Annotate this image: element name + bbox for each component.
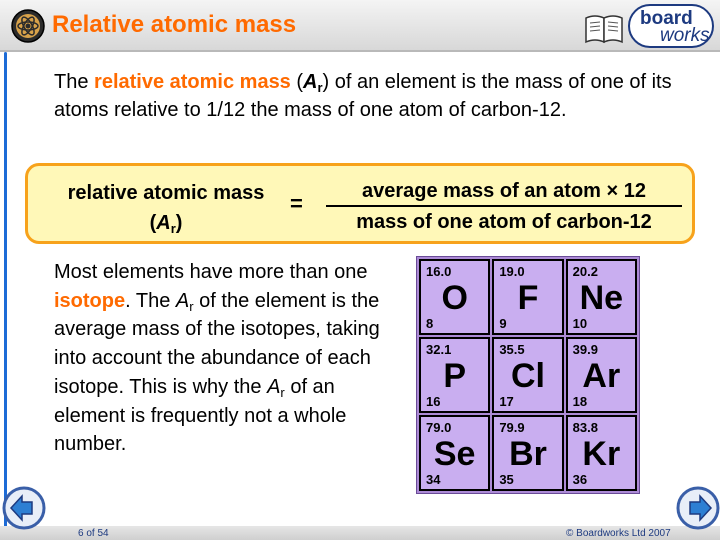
body-text: Most elements have more than one [54,261,368,283]
logo-bottom-text: works [660,25,710,46]
formula-lhs [38,178,294,238]
formula-box [25,163,695,244]
ar-symbol: A [303,71,318,93]
element-number: 10 [572,316,588,331]
formula-denominator: mass of one atom of carbon-12 [356,211,652,233]
element-mass: 39.9 [572,342,598,357]
ar-symbol: A [175,289,190,312]
element-mass: 16.0 [426,264,452,279]
element-symbol: Br [509,435,547,473]
ar-subscript: r [189,298,194,314]
element-mass: 35.5 [499,342,525,357]
element-symbol: Cl [510,357,545,395]
book-icon [584,12,624,44]
element-cell [566,337,637,413]
paren: ( [149,212,157,234]
element-mass: 79.9 [499,420,525,435]
element-cell [419,337,490,413]
intro-paragraph [54,68,704,124]
formula-lhs-text: relative atomic mass [67,182,265,204]
fraction-bar [326,205,682,207]
body-text: . The [125,289,176,312]
left-rule [4,52,7,528]
ar-subscript: r [317,80,323,95]
element-cell [492,259,563,335]
copyright-text: © Boardworks Ltd 2007 [566,528,671,539]
intro-text: The [54,71,95,93]
formula-numerator: average mass of an atom × 12 [361,180,647,202]
element-number: 9 [499,316,507,331]
element-number: 17 [499,394,514,409]
ar-subscript: r [280,384,285,400]
element-cell [419,415,490,491]
term-isotope: isotope [54,289,126,312]
formula-lhs-symbol [38,208,294,238]
body-paragraph [54,258,384,459]
term-relative-atomic-mass: relative atomic mass [94,71,291,93]
element-mass: 19.0 [499,264,525,279]
element-number: 16 [426,394,441,409]
element-symbol: F [517,279,539,317]
page-title: Relative atomic mass [52,11,297,38]
element-symbol: Ne [579,279,624,317]
page-number: 6 of 54 [78,528,109,539]
element-number: 36 [572,472,588,487]
ar-subscript: r [170,221,176,236]
element-cell [492,415,563,491]
logo-top-text: board [640,8,693,29]
arrow-right-icon[interactable] [676,486,720,530]
element-cell [566,415,637,491]
element-symbol: P [443,357,466,395]
body-text: of the element is the average mass of the isotopes, taking into account the abundance of each isotope. This is why the [54,289,380,398]
ar-symbol: A [267,375,281,398]
periodic-table-excerpt [416,256,640,494]
element-symbol: Ar [582,357,621,395]
ar-symbol: A [156,212,171,234]
element-mass: 20.2 [572,264,598,279]
body-text: of an element is frequently not a whole number. [54,375,347,456]
element-mass: 79.0 [426,420,452,435]
element-symbol: Se [433,435,476,473]
element-cell [566,259,637,335]
element-number: 35 [499,472,514,487]
element-cell [492,337,563,413]
element-mass: 83.8 [572,420,598,435]
element-number: 34 [426,472,441,487]
intro-text: ( [290,71,304,93]
atom-icon [10,8,46,44]
element-number: 8 [426,316,434,331]
boardworks-logo [628,4,714,48]
arrow-left-icon[interactable] [2,486,46,530]
element-number: 18 [572,394,588,409]
element-symbol: Kr [582,435,621,473]
paren: ) [175,212,183,234]
element-cell [419,259,490,335]
element-mass: 32.1 [426,342,452,357]
element-symbol: O [441,279,468,317]
intro-text: ) of an element is the mass of one of its atoms relative to 1/12 the mass of one atom of carbon-12. [54,71,672,121]
equals-sign: = [290,191,303,216]
